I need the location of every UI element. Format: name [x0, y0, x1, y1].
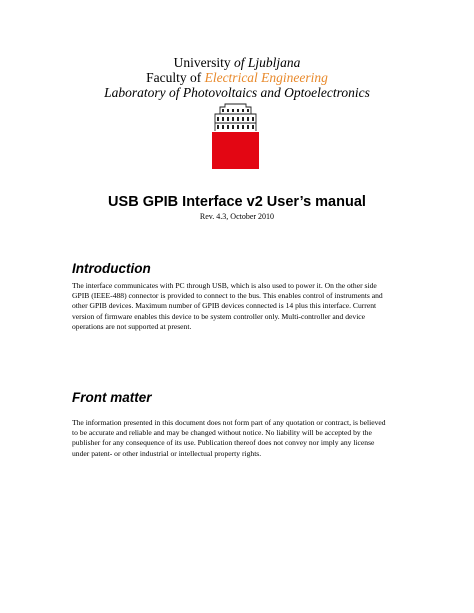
- header-ljubljana-text: of Ljubljana: [233, 55, 301, 70]
- paragraph-line: under patent- or other industrial or intellectual property rights.: [72, 448, 262, 458]
- header-university-text: University: [173, 55, 234, 70]
- paragraph-line: version of firmware enables this device to be system controller only. Multi-controller and device: [72, 311, 366, 321]
- logo-red-block: [212, 132, 259, 169]
- header-department-text: Electrical Engineering: [204, 70, 328, 85]
- paragraph-line: other GPIB devices. Maximum number of GPIB devices connected is 14 plus this interface. Current: [72, 301, 377, 311]
- paragraph-line: The interface communicates with PC through USB, which is also used to power it. On the other side: [72, 281, 377, 290]
- paragraph-line: The information presented in this document does not form part of any quotation or contract, is believed: [72, 418, 386, 427]
- introduction-paragraph: [72, 281, 405, 332]
- paragraph-line: GPIB (IEEE-488) connector is provided to connect to the bus. This enables control of instruments and: [72, 291, 383, 301]
- header-line-laboratory: [0, 85, 474, 101]
- paragraph-line: publisher for any consequence of its use. Publication thereof does not convey nor imply any license: [72, 438, 375, 448]
- section-heading-front-matter: Front matter: [72, 390, 152, 405]
- header-faculty-text: Faculty of: [146, 70, 205, 85]
- building-outline: [215, 104, 256, 131]
- university-building-logo: [212, 101, 259, 169]
- section-heading-introduction: Introduction: [72, 261, 151, 276]
- building-windows: [217, 109, 254, 129]
- paragraph-line: operations are not supported at present.: [72, 321, 192, 331]
- document-revision: Rev. 4.3, October 2010: [199, 212, 275, 221]
- header-line-university: [0, 55, 474, 71]
- header-laboratory-text: Laboratory of Photovoltaics and Optoelectronics: [104, 85, 370, 100]
- paragraph-line: to be accurate and reliable and may be changed without notice. No liability will be accepted by the: [72, 428, 372, 438]
- front-matter-paragraph: [72, 418, 405, 459]
- document-title: USB GPIB Interface v2 User’s manual: [108, 194, 366, 210]
- header-line-faculty: [0, 70, 474, 86]
